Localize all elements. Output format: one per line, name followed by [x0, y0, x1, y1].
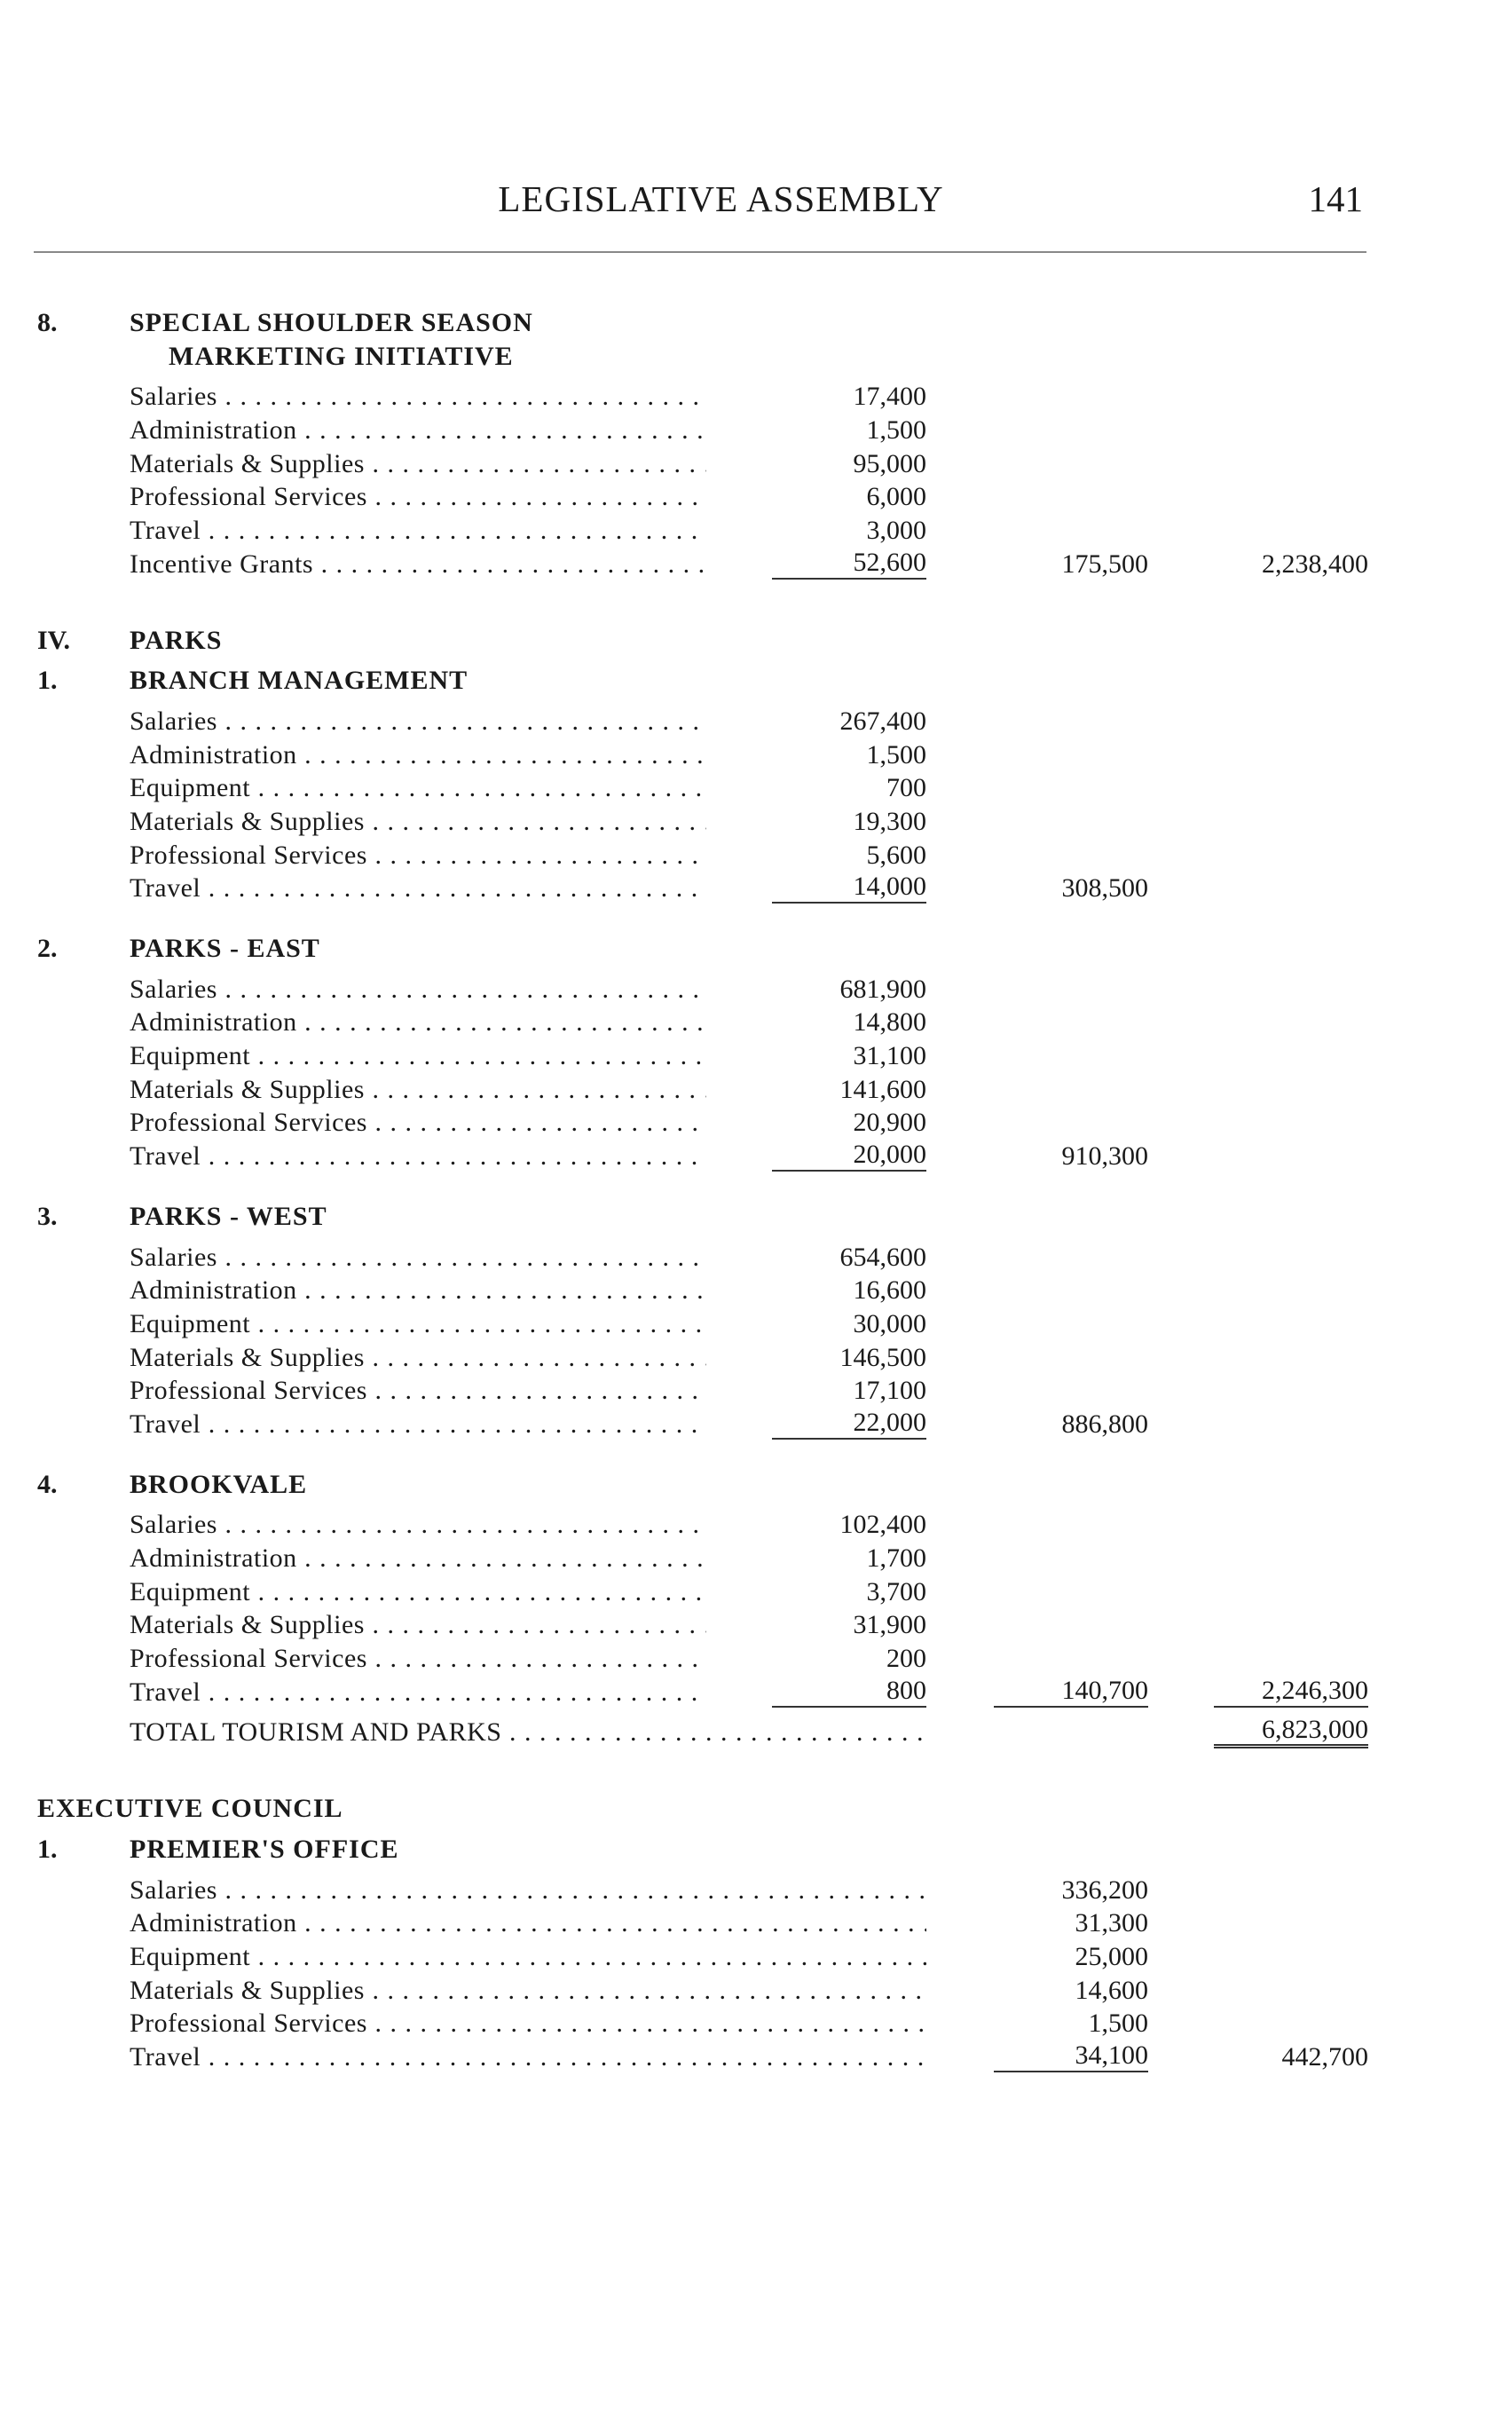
item-label: Administration . . . [130, 414, 706, 447]
item-label: Materials & Supplies . . . [130, 805, 706, 839]
item-amount: 31,900 [853, 1610, 926, 1640]
item-label: Travel . . . [130, 1408, 706, 1441]
line-item [0, 1341, 1512, 1375]
item-label: Travel . . . [130, 872, 706, 905]
division-total: 2,246,300 [1214, 1676, 1368, 1708]
item-amount: 5,600 [866, 840, 926, 870]
item-label: Travel . . . [130, 514, 706, 548]
item-label: Travel . . . [130, 1676, 706, 1709]
section-subtotal: 910,300 [1061, 1141, 1148, 1172]
item-amount: 31,100 [853, 1041, 926, 1071]
item-amount: 700 [886, 773, 926, 803]
item-amount: 14,600 [1075, 1975, 1148, 2005]
item-amount: 336,200 [1061, 1874, 1148, 1905]
item-label: Administration . . . [130, 738, 706, 772]
division-number: IV. [37, 625, 70, 655]
line-item [0, 1906, 1512, 1940]
item-label: Travel . . . [130, 2040, 926, 2074]
item-amount: 3,000 [866, 516, 926, 546]
item-label: Equipment . . . [130, 1575, 706, 1609]
line-item [0, 1508, 1512, 1542]
section-heading [0, 1468, 1512, 1502]
line-item [0, 1006, 1512, 1039]
item-amount: 267,400 [839, 706, 926, 736]
item-amount: 3,700 [866, 1576, 926, 1606]
item-label: Materials & Supplies . . . [130, 447, 706, 481]
item-amount: 20,900 [853, 1108, 926, 1138]
item-label: Materials & Supplies . . . [130, 1974, 926, 2008]
section-subtotal: 886,800 [1061, 1409, 1148, 1439]
line-item [0, 771, 1512, 805]
section-number: 4. [37, 1469, 58, 1499]
item-label: Materials & Supplies . . . [130, 1341, 706, 1375]
line-item [0, 1307, 1512, 1341]
section-heading [0, 1200, 1512, 1234]
item-label: Professional Services . . . [130, 1642, 706, 1676]
item-amount: 6,000 [866, 482, 926, 512]
section-heading [0, 306, 1512, 340]
section-number: 2. [37, 934, 58, 963]
line-item [0, 1241, 1512, 1275]
item-amount: 654,600 [839, 1242, 926, 1272]
line-item [0, 872, 1512, 905]
line-item [0, 414, 1512, 447]
item-label: Materials & Supplies . . . [130, 1073, 706, 1107]
line-item [0, 705, 1512, 738]
section-title: PARKS - WEST [130, 1201, 327, 1231]
line-item [0, 1106, 1512, 1140]
item-label: Professional Services . . . [130, 1106, 706, 1140]
item-amount: 17,400 [853, 382, 926, 412]
line-item [0, 2040, 1512, 2074]
item-amount: 146,500 [839, 1342, 926, 1372]
line-item [0, 973, 1512, 1006]
line-item [0, 1408, 1512, 1441]
item-label: Professional Services . . . [130, 2007, 926, 2040]
item-label: Equipment . . . [130, 1940, 926, 1974]
item-amount: 52,600 [772, 548, 926, 580]
item-amount: 25,000 [1075, 1941, 1148, 1971]
line-item [0, 1542, 1512, 1575]
department-title: EXECUTIVE COUNCIL [37, 1794, 343, 1824]
section-title: PREMIER'S OFFICE [130, 1834, 399, 1864]
section-heading [0, 664, 1512, 698]
item-label: Materials & Supplies . . . [130, 1608, 706, 1642]
grand-total-row [0, 1716, 1512, 1749]
section-heading [0, 1833, 1512, 1867]
section-subtotal: 175,500 [1061, 549, 1148, 579]
section-heading [0, 932, 1512, 966]
section-number: 3. [37, 1201, 58, 1231]
division-total: 2,238,400 [1262, 549, 1368, 579]
section-title: PARKS - EAST [130, 934, 320, 963]
item-amount: 681,900 [839, 974, 926, 1004]
item-amount: 200 [886, 1644, 926, 1674]
item-amount: 95,000 [853, 448, 926, 478]
estimates-table [0, 306, 1512, 2074]
item-label: Salaries . . . [130, 973, 706, 1006]
line-item [0, 548, 1512, 581]
item-amount: 14,800 [853, 1007, 926, 1038]
grand-total-label: TOTAL TOURISM AND PARKS . . . [130, 1716, 926, 1749]
item-amount: 16,600 [853, 1275, 926, 1306]
section-number: 8. [37, 308, 58, 337]
item-label: Professional Services . . . [130, 839, 706, 872]
item-label: Salaries . . . [130, 1508, 706, 1542]
section-title: BRANCH MANAGEMENT [130, 666, 469, 696]
line-item [0, 480, 1512, 514]
item-label: Equipment . . . [130, 1039, 706, 1073]
line-item [0, 1940, 1512, 1974]
item-amount: 141,600 [839, 1074, 926, 1104]
line-item [0, 1039, 1512, 1073]
item-amount: 19,300 [853, 806, 926, 836]
item-amount: 1,700 [866, 1543, 926, 1573]
line-item [0, 380, 1512, 414]
line-item [0, 514, 1512, 548]
item-label: Professional Services . . . [130, 480, 706, 514]
line-item [0, 805, 1512, 839]
division-title: PARKS [130, 625, 223, 655]
line-item [0, 447, 1512, 481]
item-amount: 102,400 [839, 1510, 926, 1540]
item-amount: 30,000 [853, 1308, 926, 1338]
item-amount: 17,100 [853, 1376, 926, 1406]
item-amount: 34,100 [994, 2040, 1148, 2072]
line-item [0, 1140, 1512, 1173]
running-title: LEGISLATIVE ASSEMBLY [498, 178, 944, 219]
item-label: Equipment . . . [130, 771, 706, 805]
item-label: Administration . . . [130, 1906, 926, 1940]
item-amount: 22,000 [772, 1408, 926, 1440]
item-label: Travel . . . [130, 1140, 706, 1173]
item-label: Administration . . . [130, 1274, 706, 1307]
grand-total-amount: 6,823,000 [1214, 1716, 1368, 1748]
item-amount: 20,000 [772, 1140, 926, 1172]
item-amount: 1,500 [1088, 2009, 1148, 2039]
item-label: Incentive Grants . . . [130, 548, 706, 581]
department-heading [0, 1792, 1512, 1826]
item-label: Salaries . . . [130, 705, 706, 738]
section-subtotal: 442,700 [1281, 2041, 1368, 2072]
item-amount: 1,500 [866, 415, 926, 446]
line-item [0, 1274, 1512, 1307]
division-heading [0, 624, 1512, 658]
section-subtotal: 140,700 [994, 1676, 1148, 1708]
section-title: BROOKVALE [130, 1469, 308, 1499]
line-item [0, 1608, 1512, 1642]
item-label: Salaries . . . [130, 1874, 926, 1907]
section-subtotal: 308,500 [1061, 873, 1148, 904]
item-amount: 31,300 [1075, 1908, 1148, 1938]
section-number: 1. [37, 666, 58, 696]
item-label: Professional Services . . . [130, 1374, 706, 1408]
item-label: Salaries . . . [130, 1241, 706, 1275]
section-title-line2: MARKETING INITIATIVE [169, 341, 514, 371]
item-amount: 1,500 [866, 739, 926, 770]
item-label: Equipment . . . [130, 1307, 706, 1341]
line-item [0, 738, 1512, 772]
line-item [0, 1374, 1512, 1408]
page-header [0, 178, 1512, 231]
item-label: Administration . . . [130, 1006, 706, 1039]
item-label: Administration . . . [130, 1542, 706, 1575]
section-title: SPECIAL SHOULDER SEASON [130, 308, 533, 337]
line-item [0, 1974, 1512, 2008]
section-number: 1. [37, 1834, 58, 1864]
header-rule [34, 251, 1366, 253]
line-item [0, 1676, 1512, 1709]
page-number: 141 [1308, 178, 1363, 219]
line-item [0, 2007, 1512, 2040]
line-item [0, 1575, 1512, 1609]
item-amount: 800 [772, 1676, 926, 1708]
item-amount: 14,000 [772, 872, 926, 904]
line-item [0, 1642, 1512, 1676]
line-item [0, 1073, 1512, 1107]
line-item [0, 839, 1512, 872]
item-label: Salaries . . . [130, 380, 706, 414]
line-item [0, 1874, 1512, 1907]
section-heading-cont [0, 340, 1512, 374]
